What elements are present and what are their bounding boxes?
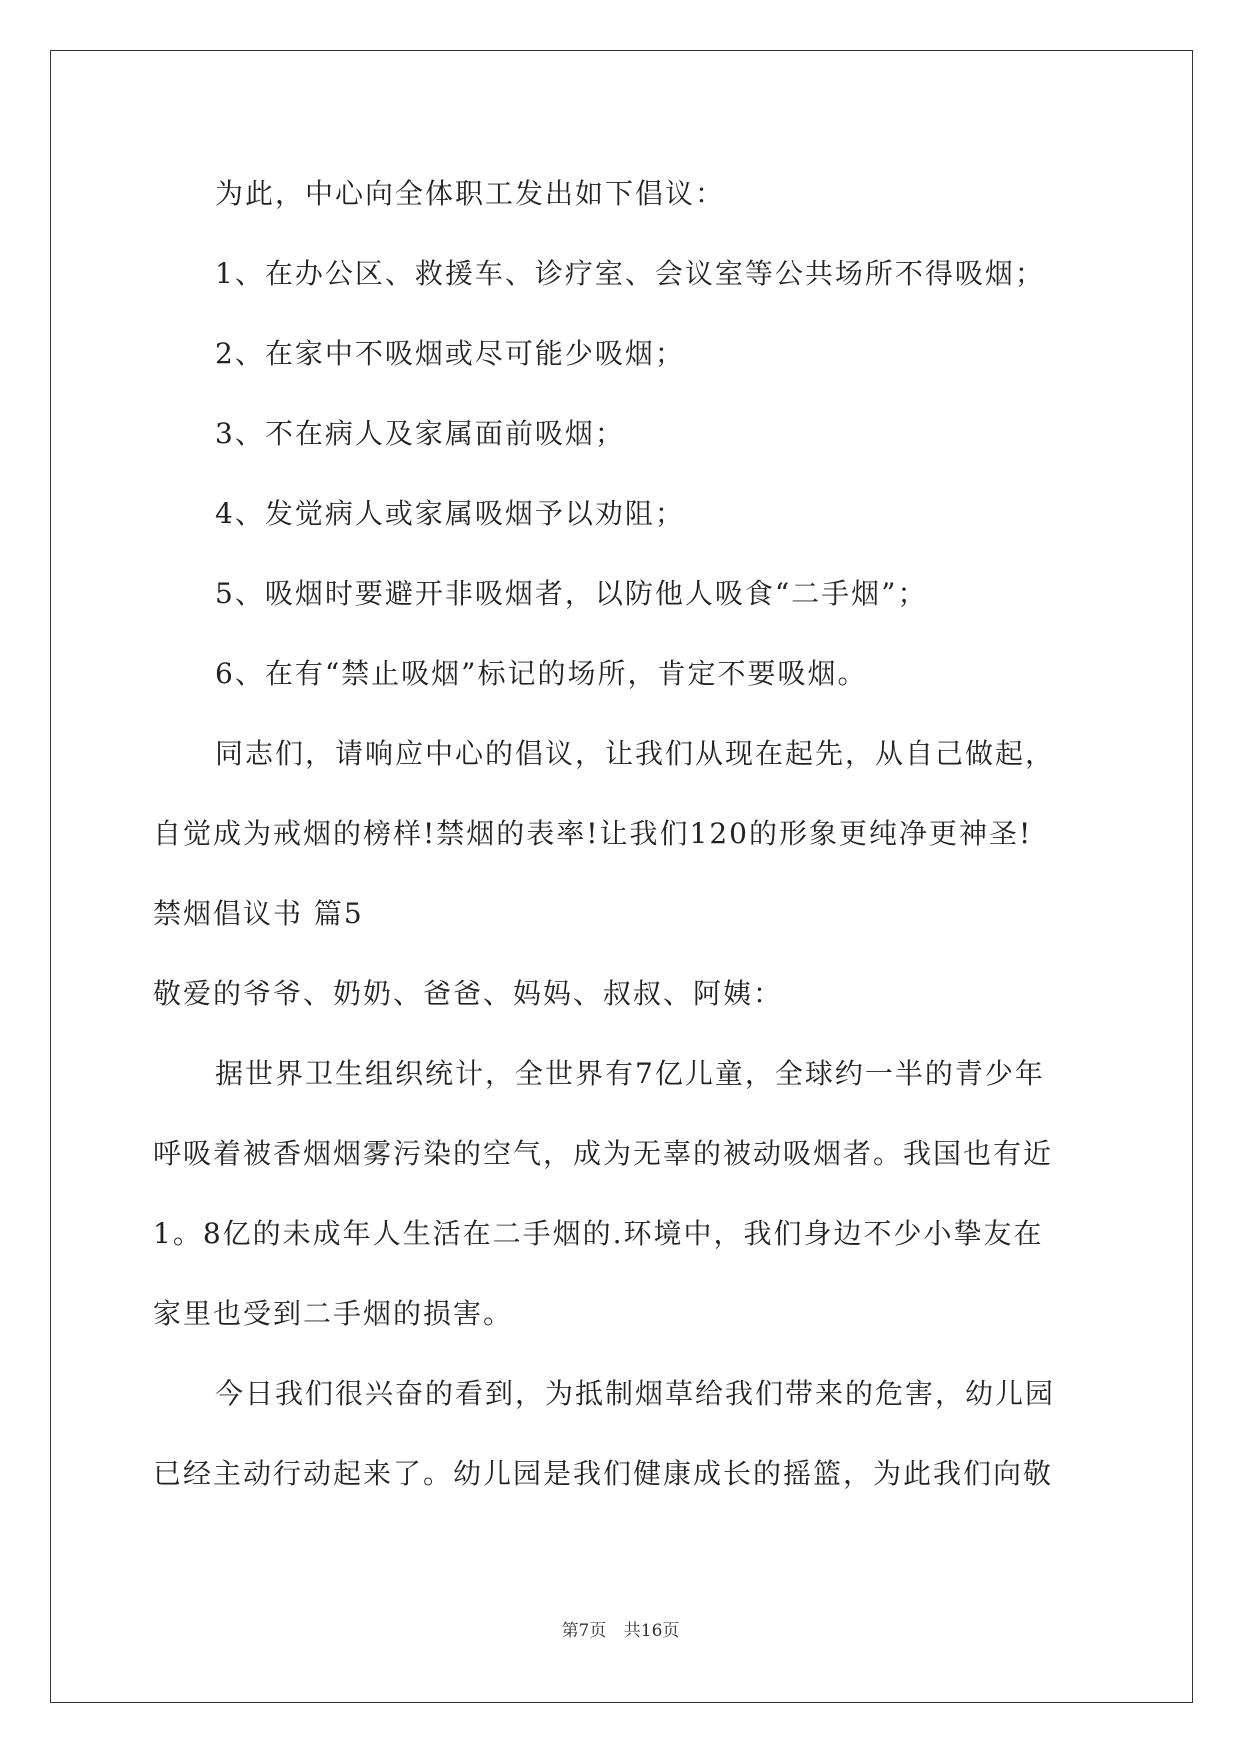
- paragraph-line: 1。8亿的未成年人生活在二手烟的.环境中，我们身边不少小挚友在: [153, 1217, 1044, 1250]
- paragraph-line: 已经主动行动起来了。幼儿园是我们健康成长的摇篮，为此我们向敬: [153, 1457, 1054, 1490]
- paragraph-line: 今日我们很兴奋的看到，为抵制烟草给我们带来的危害，幼儿园: [215, 1377, 1056, 1410]
- paragraph-line: 同志们，请响应中心的倡议，让我们从现在起先，从自己做起，: [215, 737, 1056, 770]
- paragraph-line: 为此，中心向全体职工发出如下倡议：: [215, 177, 726, 210]
- salutation: 敬爱的爷爷、奶奶、爸爸、妈妈、叔叔、阿姨：: [153, 977, 784, 1010]
- page-footer: [0, 1616, 1241, 1641]
- page-total: 共16页: [623, 1621, 680, 1641]
- paragraph-line: 自觉成为戒烟的榜样!禁烟的表率!让我们120的形象更纯净更神圣!: [153, 817, 1033, 850]
- list-item: 1、在办公区、救援车、诊疗室、会议室等公共场所不得吸烟；: [215, 257, 1045, 290]
- paragraph-line: 家里也受到二手烟的损害。: [153, 1297, 514, 1330]
- section-heading: 禁烟倡议书 篇5: [153, 897, 364, 930]
- paragraph-line: 据世界卫生组织统计，全世界有7亿儿童，全球约一半的青少年: [215, 1057, 1045, 1090]
- page-number: 第7页: [561, 1621, 607, 1641]
- list-item: 4、发觉病人或家属吸烟予以劝阻；: [215, 497, 685, 530]
- list-item: 3、不在病人及家属面前吸烟；: [215, 417, 625, 450]
- paragraph-line: 呼吸着被香烟烟雾污染的空气，成为无辜的被动吸烟者。我国也有近: [153, 1137, 1054, 1170]
- list-item: 6、在有“禁止吸烟”标记的场所，肯定不要吸烟。: [215, 657, 868, 690]
- list-item: 2、在家中不吸烟或尽可能少吸烟；: [215, 337, 685, 370]
- list-item: 5、吸烟时要避开非吸烟者，以防他人吸食“二手烟”；: [215, 577, 928, 610]
